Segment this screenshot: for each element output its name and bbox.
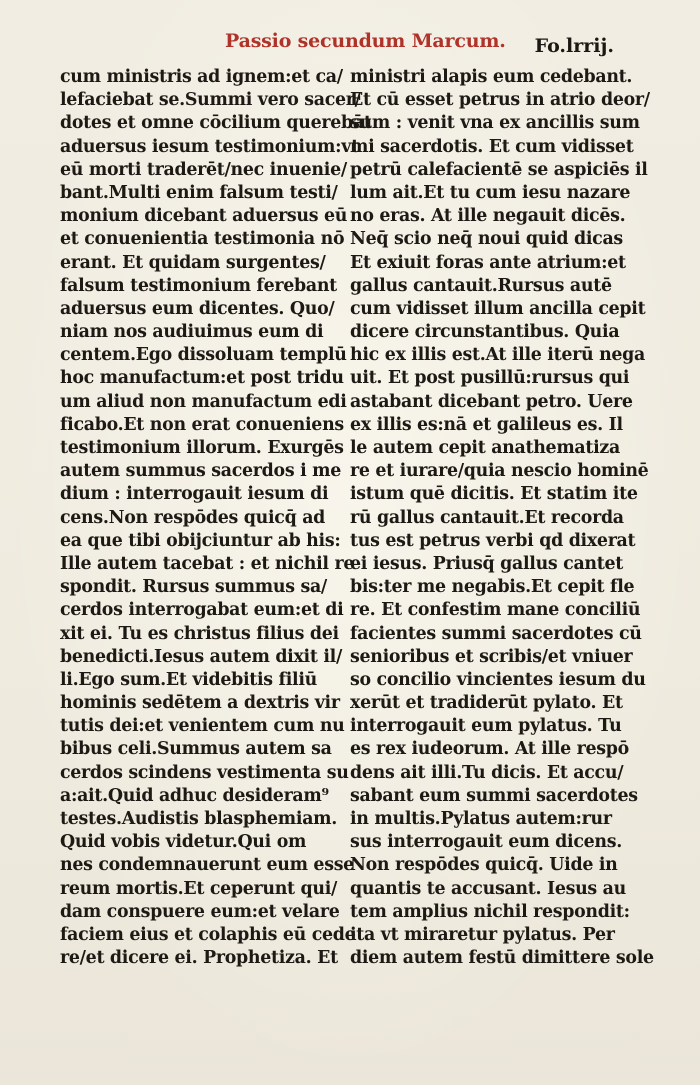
text-line: xerūt et tradiderūt pylato. Et <box>350 693 623 714</box>
text-line: bant.Multi enim falsum testi/ <box>60 182 338 203</box>
text-line: tutis dei:et venientem cum nu <box>60 716 345 737</box>
text-line: re. Et confestim mane conciliū <box>350 600 641 621</box>
text-line: no eras. At ille negauit dicēs. <box>350 206 626 227</box>
text-line: li.Ego sum.Et videbitis filiū <box>60 669 317 690</box>
text-line: dotes et omne cōcilium querebāt <box>60 113 372 134</box>
text-line: dicere circunstantibus. Quia <box>350 322 620 343</box>
text-line: hominis sedētem a dextris vir <box>60 693 340 714</box>
text-line: dium : interrogauit iesum di <box>60 484 329 505</box>
text-line: faciem eius et colaphis eū cede <box>60 924 356 945</box>
text-line: bibus celi.Summus autem sa <box>60 739 332 760</box>
text-line: bis:ter me negabis.Et cepit fle <box>350 577 635 598</box>
text-line: uit. Et post pusillū:rursus qui <box>350 368 630 389</box>
text-line: a:ait.Quid adhuc desideram⁹ <box>60 785 329 806</box>
text-line: cum vidisset illum ancilla cepit <box>350 298 646 319</box>
folio-number: Fo.lrrij. <box>534 35 614 57</box>
text-line: cerdos interrogabat eum:et di <box>60 600 344 621</box>
text-line: spondit. Rursus summus sa/ <box>60 577 327 598</box>
text-line: reum mortis.Et ceperunt qui/ <box>60 878 338 899</box>
text-line: tem amplius nichil respondit: <box>350 901 630 922</box>
text-line: Ille autem tacebat : et nichil re <box>60 553 355 574</box>
text-line: gallus cantauit.Rursus autē <box>350 275 612 296</box>
text-line: re/et dicere ei. Prophetiza. Et <box>60 948 338 969</box>
text-line: cum ministris ad ignem:et ca/ <box>60 67 343 87</box>
text-line: erant. Et quidam surgentes/ <box>60 252 326 273</box>
text-line: um aliud non manufactum edi <box>60 391 347 412</box>
text-line: sus interrogauit eum dicens. <box>350 832 622 853</box>
text-column-right <box>350 66 654 970</box>
text-line: hoc manufactum:et post tridu <box>60 368 344 389</box>
text-line: istum quē dicitis. Et statim ite <box>350 484 638 505</box>
text-line: lefaciebat se.Summi vero sacer/ <box>60 90 361 111</box>
text-line: falsum testimonium ferebant <box>60 275 337 296</box>
text-line: testimonium illorum. Exurgēs <box>60 438 344 458</box>
text-line: mi sacerdotis. Et cum vidisset <box>350 136 634 157</box>
text-line: et conuenientia testimonia nō <box>60 229 345 250</box>
text-line: in multis.Pylatus autem:rur <box>350 809 612 829</box>
text-line: aduersus iesum testimonium:vt <box>60 136 359 157</box>
text-line: lum ait.Et tu cum iesu nazare <box>350 182 631 203</box>
text-line: petrū calefacientē se aspiciēs il <box>350 159 648 180</box>
text-line: dam conspuere eum:et velare <box>60 901 340 922</box>
text-line: Et exiuit foras ante atrium:et <box>350 252 626 273</box>
text-line: Quid vobis videtur.Qui om <box>60 832 307 853</box>
text-column-left <box>60 66 372 970</box>
text-line: monium dicebant aduersus eū <box>60 206 348 227</box>
text-line: Non respōdes quicq̄. Uide in <box>350 855 618 876</box>
text-line: centem.Ego dissoluam templū <box>60 345 347 366</box>
text-line: facientes summi sacerdotes cū <box>350 623 642 644</box>
text-line: eū morti traderēt/nec inuenie/ <box>60 159 347 180</box>
text-line: ficabo.Et non erat conueniens <box>60 414 344 435</box>
text-line: tus est petrus verbi qd dixerat <box>350 530 636 551</box>
text-line: senioribus et scribis/et vniuer <box>350 646 633 667</box>
text-line: ei iesus. Priusq̄ gallus cantet <box>350 553 623 574</box>
text-line: niam nos audiuimus eum di <box>60 322 324 343</box>
text-line: so concilio vincientes iesum du <box>350 669 646 690</box>
text-line: astabant dicebant petro. Uere <box>350 391 633 412</box>
text-line: aduersus eum dicentes. Quo/ <box>60 298 335 319</box>
text-line: interrogauit eum pylatus. Tu <box>350 716 622 737</box>
text-line: testes.Audistis blasphemiam. <box>60 809 338 829</box>
text-line: autem summus sacerdos i me <box>60 461 341 482</box>
text-line: ministri alapis eum cedebant. <box>350 67 633 87</box>
running-head: Passio secundum Marcum. <box>225 30 506 52</box>
text-line: benedicti.Iesus autem dixit il/ <box>60 646 343 667</box>
text-line: dens ait illi.Tu dicis. Et accu/ <box>350 762 624 783</box>
text-line: sum : venit vna ex ancillis sum <box>350 113 640 134</box>
text-line: re et iurare/quia nescio hominē <box>350 461 649 482</box>
text-line: cerdos scindens vestimenta su <box>60 762 349 783</box>
text-line: rū gallus cantauit.Et recorda <box>350 507 624 528</box>
text-line: ita vt miraretur pylatus. Per <box>350 924 615 945</box>
text-line: ea que tibi obijciuntur ab his: <box>60 530 341 551</box>
text-line: sabant eum summi sacerdotes <box>350 785 638 806</box>
text-line: cens.Non respōdes quicq̄ ad <box>60 507 326 528</box>
text-line: hic ex illis est.At ille iterū nega <box>350 345 646 366</box>
text-line: Neq̄ scio neq̄ noui quid dicas <box>350 229 623 250</box>
text-line: Et cū esset petrus in atrio deor/ <box>350 90 650 111</box>
text-line: nes condemnauerunt eum esse <box>60 855 354 876</box>
text-line: es rex iudeorum. At ille respō <box>350 739 629 760</box>
text-line: diem autem festū dimittere sole <box>350 948 654 969</box>
text-line: ex illis es:nā et galileus es. Il <box>350 414 623 435</box>
text-line: quantis te accusant. Iesus au <box>350 878 626 899</box>
text-line: xit ei. Tu es christus filius dei <box>60 623 339 644</box>
text-line: le autem cepit anathematiza <box>350 438 620 458</box>
